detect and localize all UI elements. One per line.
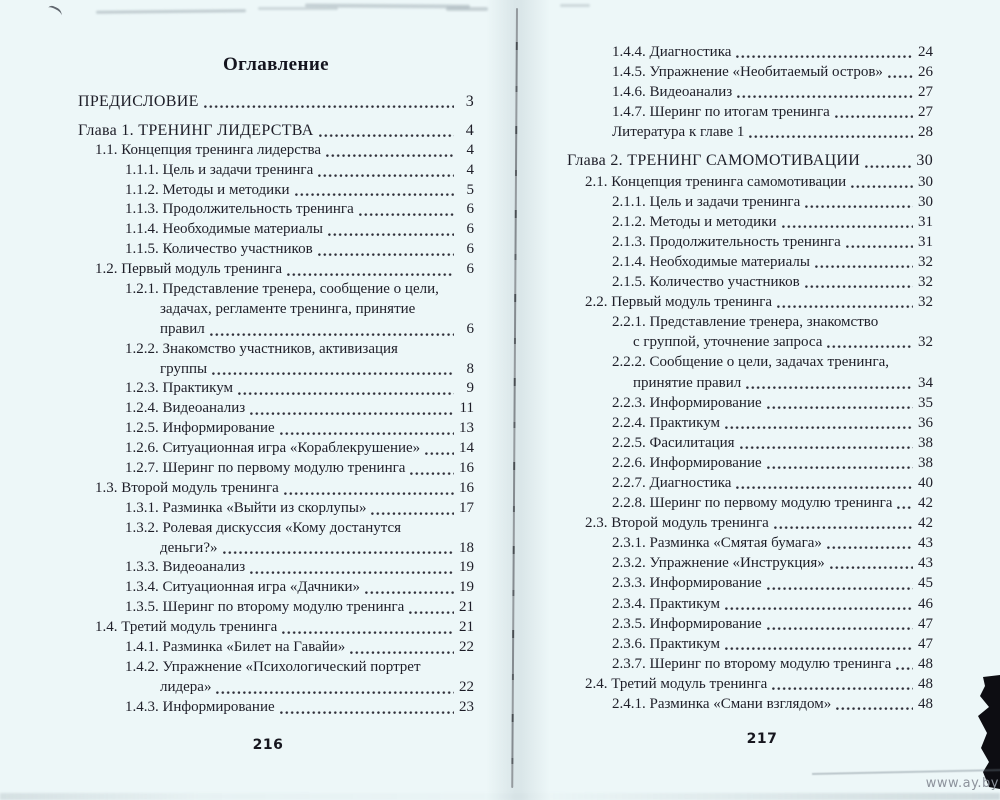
dot-leader xyxy=(223,550,455,555)
pen-mark xyxy=(46,4,64,19)
toc-entry-text: 2.2.4. Практикум xyxy=(612,414,721,431)
dot-leader xyxy=(725,606,913,611)
toc-entry-line xyxy=(567,151,933,171)
toc-entry-text: 1.2.1. Представление тренера, сообщение о цели, xyxy=(125,281,439,298)
toc-entry-line xyxy=(567,232,933,252)
toc-entry-page-number: 46 xyxy=(918,595,933,612)
toc-entry-line xyxy=(567,393,933,413)
toc-entry-line xyxy=(567,292,933,312)
toc-entry-text: Глава 2. ТРЕНИНГ САМОМОТИВАЦИИ xyxy=(567,152,861,170)
dot-leader xyxy=(851,184,913,189)
toc-entry-page-number: 18 xyxy=(459,539,474,556)
toc-entry-text: 1.1.3. Продолжительность тренинга xyxy=(125,201,354,218)
toc-entry-text: 2.2.2. Сообщение о цели, задачах тренинга, xyxy=(612,354,890,371)
toc-entry-text: 2.1.4. Необходимые материалы xyxy=(612,253,810,270)
toc-entry-page-number: 16 xyxy=(459,460,474,477)
toc-entry-page-number: 4 xyxy=(466,161,474,178)
toc-entry-page-number: 3 xyxy=(465,93,474,110)
toc-entry-text: 2.3.7. Шеринг по второму модулю тренинга xyxy=(612,655,892,672)
toc-entry-page-number: 6 xyxy=(466,221,474,238)
toc-entry-line xyxy=(78,578,474,598)
toc-entry-page-number: 13 xyxy=(459,420,474,437)
toc-entry-text: 1.1.5. Количество участников xyxy=(125,241,313,258)
toc-entry-line xyxy=(78,240,474,260)
dot-leader xyxy=(280,431,454,436)
toc-entry-text: 2.4. Третий модуль тренинга xyxy=(585,675,768,692)
toc-entry-text: 2.2.7. Диагностика xyxy=(612,474,732,491)
toc-entry-text: 1.2.3. Практикум xyxy=(125,380,234,397)
toc-entry-text: 2.2. Первый модуль тренинга xyxy=(585,294,773,311)
toc-entry-page-number: 28 xyxy=(918,124,933,141)
dot-leader xyxy=(827,344,913,349)
dot-leader xyxy=(737,94,913,99)
toc-entry-text: 2.2.6. Информирование xyxy=(612,454,762,471)
toc-entry-text: 1.1.1. Цель и задачи тренинга xyxy=(125,161,314,178)
toc-entry-text: 1.4.6. Видеоанализ xyxy=(612,84,733,101)
dot-leader xyxy=(767,626,913,631)
dot-leader xyxy=(827,545,913,550)
toc-entry-text: задачах, регламенте тренинга, принятие xyxy=(160,300,416,317)
toc-entry-text: 2.3.5. Информирование xyxy=(612,615,762,632)
toc-entry-page-number: 48 xyxy=(918,655,933,672)
toc-entry-page-number: 16 xyxy=(459,479,474,496)
toc-entry-text: Глава 1. ТРЕНИНГ ЛИДЕРСТВА xyxy=(78,121,314,139)
dot-leader xyxy=(767,586,913,591)
toc-entry-line xyxy=(567,594,933,614)
scan-smudge xyxy=(446,7,488,11)
dot-leader xyxy=(280,710,454,715)
toc-entry-text: 1.3. Второй модуль тренинга xyxy=(95,479,279,496)
toc-entry-line xyxy=(78,340,474,360)
toc-entry-text: 1.3.1. Разминка «Выйти из скорлупы» xyxy=(125,499,367,516)
dot-leader xyxy=(371,511,454,516)
toc-entry-text: ПРЕДИСЛОВИЕ xyxy=(78,93,199,110)
toc-entry-text: 2.3.1. Разминка «Смятая бумага» xyxy=(612,535,822,552)
toc-entry-page-number: 47 xyxy=(918,635,933,652)
toc-entry-page-number: 9 xyxy=(466,380,474,397)
toc-entry-line xyxy=(567,453,933,473)
toc-entry-line xyxy=(78,459,474,479)
toc-entry-text: 2.1. Концепция тренинга самомотивации xyxy=(585,173,847,190)
toc-entry-line xyxy=(567,373,933,393)
toc-entry-line xyxy=(567,102,933,122)
toc-entry-line xyxy=(567,312,933,332)
toc-entry-text: 2.2.1. Представление тренера, знакомство xyxy=(612,314,879,331)
dot-leader xyxy=(204,104,454,109)
toc-entry-page-number: 31 xyxy=(918,213,933,230)
toc-entry-text: 1.4.1. Разминка «Билет на Гавайи» xyxy=(125,639,346,656)
toc-entry-text: 1.2.6. Ситуационная игра «Кораблекрушение» xyxy=(125,440,421,457)
toc-entry-line xyxy=(78,698,474,718)
toc-entry-line xyxy=(567,553,933,573)
toc-entry-line xyxy=(78,320,474,340)
toc-entry-line xyxy=(567,192,933,212)
toc-entry-text: Литература к главе 1 xyxy=(612,124,745,141)
dot-leader xyxy=(410,471,454,476)
toc-entry-page-number: 6 xyxy=(466,261,474,278)
toc-entry-line xyxy=(78,539,474,559)
dot-leader xyxy=(282,630,454,635)
toc-entry-line xyxy=(78,141,474,161)
toc-entry-text: 2.3.6. Практикум xyxy=(612,635,721,652)
toc-entry-text: 1.4.3. Информирование xyxy=(125,698,275,715)
toc-entry-text: 2.1.5. Количество участников xyxy=(612,274,800,291)
dot-leader xyxy=(328,232,454,237)
dot-leader xyxy=(749,134,913,139)
toc-entry-line xyxy=(78,658,474,678)
dot-leader xyxy=(287,272,454,277)
toc-entry-line xyxy=(78,499,474,519)
dot-leader xyxy=(746,385,913,390)
toc-page-left xyxy=(78,48,474,718)
dot-leader xyxy=(326,153,454,158)
toc-entry-text: лидера» xyxy=(160,678,212,695)
dot-leader xyxy=(319,133,454,138)
toc-entry-line xyxy=(78,161,474,181)
toc-entry-line xyxy=(567,252,933,272)
toc-entry-line xyxy=(567,62,933,82)
toc-entry-page-number: 11 xyxy=(459,400,474,417)
toc-entry-line xyxy=(567,332,933,352)
toc-entry-line xyxy=(567,513,933,533)
toc-entry-page-number: 42 xyxy=(918,515,933,532)
toc-entry-page-number: 36 xyxy=(918,414,933,431)
toc-entry-line xyxy=(78,519,474,539)
toc-entry-page-number: 48 xyxy=(918,675,933,692)
scan-smudge xyxy=(560,4,590,7)
toc-entry-text: 1.2.7. Шеринг по первому модулю тренинга xyxy=(125,460,406,477)
toc-entry-line xyxy=(78,618,474,638)
toc-page-right xyxy=(567,42,933,714)
toc-entry-text: 1.3.2. Ролевая дискуссия «Кому достанутся xyxy=(125,519,402,536)
toc-entry-line xyxy=(567,634,933,654)
dot-leader xyxy=(736,54,913,59)
dot-leader xyxy=(830,565,913,570)
toc-entry-page-number: 21 xyxy=(459,599,474,616)
dot-leader xyxy=(318,252,454,257)
toc-entry-line xyxy=(78,121,474,141)
toc-entry-page-number: 19 xyxy=(459,579,474,596)
dot-leader xyxy=(896,666,913,671)
toc-entry-text: 2.2.5. Фасилитация xyxy=(612,434,735,451)
toc-entry-line xyxy=(78,638,474,658)
toc-entry-page-number: 17 xyxy=(459,499,474,516)
toc-entry-page-number: 38 xyxy=(918,454,933,471)
toc-entry-text: 1.1.2. Методы и методики xyxy=(125,181,290,198)
toc-entry-line xyxy=(78,399,474,419)
toc-entry-line xyxy=(567,272,933,292)
dot-leader xyxy=(318,173,454,178)
toc-entry-page-number: 32 xyxy=(918,253,933,270)
dot-leader xyxy=(238,391,454,396)
toc-entry-line xyxy=(567,493,933,513)
toc-entry-text: деньги?» xyxy=(160,539,218,556)
dot-leader xyxy=(865,164,913,169)
dot-leader xyxy=(897,505,913,510)
toc-entry-page-number: 48 xyxy=(918,696,933,712)
toc-entry-line xyxy=(78,280,474,300)
toc-entry-line xyxy=(567,172,933,192)
dot-leader xyxy=(295,192,454,197)
dot-leader xyxy=(350,650,454,655)
toc-entry-line xyxy=(567,433,933,453)
toc-entry-text: 2.1.2. Методы и методики xyxy=(612,213,777,230)
toc-entry-text: 1.2. Первый модуль тренинга xyxy=(95,261,283,278)
dot-leader xyxy=(767,405,913,410)
toc-entry-page-number: 40 xyxy=(918,474,933,491)
dot-leader xyxy=(409,610,454,615)
toc-entry-page-number: 8 xyxy=(466,360,474,377)
dot-leader xyxy=(772,686,913,691)
dot-leader xyxy=(725,425,913,430)
toc-entry-page-number: 30 xyxy=(916,152,933,170)
toc-entry-page-number: 30 xyxy=(918,193,933,210)
toc-entry-page-number: 35 xyxy=(918,394,933,411)
page-number-left: 216 xyxy=(252,737,284,753)
toc-entry-text: 1.2.4. Видеоанализ xyxy=(125,400,246,417)
toc-entry-line xyxy=(78,300,474,320)
toc-entry-text: 1.3.5. Шеринг по второму модулю тренинга xyxy=(125,599,405,616)
toc-entry-page-number: 43 xyxy=(918,535,933,552)
toc-entry-text: 2.3.2. Упражнение «Инструкция» xyxy=(612,555,825,572)
toc-entry-text: 1.4.5. Упражнение «Необитаемый остров» xyxy=(612,64,883,81)
toc-entry-line xyxy=(567,473,933,493)
toc-entry-text: группы xyxy=(160,360,208,377)
toc-entry-page-number: 27 xyxy=(918,104,933,121)
scan-edge-streak xyxy=(0,793,1000,800)
watermark-text: www.ay.by xyxy=(925,776,999,791)
dot-leader xyxy=(767,465,913,470)
toc-entry-line xyxy=(567,212,933,232)
toc-entry-text: 1.4.7. Шеринг по итогам тренинга xyxy=(612,104,830,121)
toc-entry-line xyxy=(567,82,933,102)
dot-leader xyxy=(805,284,913,289)
dot-leader xyxy=(210,332,454,337)
toc-entry-line xyxy=(78,558,474,578)
toc-entry-page-number: 26 xyxy=(918,64,933,81)
dot-leader xyxy=(212,371,454,376)
toc-entry-page-number: 34 xyxy=(918,374,933,391)
dot-leader xyxy=(725,646,913,651)
toc-entry-line xyxy=(567,413,933,433)
dot-leader xyxy=(777,304,913,309)
page-number-right: 217 xyxy=(746,731,778,747)
dot-leader xyxy=(425,451,454,456)
toc-entry-text: 1.4.4. Диагностика xyxy=(612,44,732,60)
toc-entry-line xyxy=(567,573,933,593)
toc-entry-line xyxy=(78,92,474,112)
toc-list-left xyxy=(78,92,474,718)
toc-title: Оглавление xyxy=(222,54,330,75)
toc-entry-page-number: 24 xyxy=(918,44,933,60)
toc-entry-text: 1.2.5. Информирование xyxy=(125,420,275,437)
toc-entry-text: 2.2.3. Информирование xyxy=(612,394,762,411)
dot-leader xyxy=(359,212,454,217)
toc-entry-text: принятие правил xyxy=(633,374,742,391)
toc-entry-text: 1.1. Концепция тренинга лидерства xyxy=(95,141,322,158)
dot-leader xyxy=(782,224,913,229)
toc-entry-text: 1.2.2. Знакомство участников, активизация xyxy=(125,340,398,357)
toc-entry-text: 2.1.3. Продолжительность тренинга xyxy=(612,233,841,250)
toc-entry-page-number: 22 xyxy=(459,678,474,695)
toc-entry-page-number: 38 xyxy=(918,434,933,451)
dot-leader xyxy=(888,74,913,79)
toc-entry-page-number: 4 xyxy=(466,141,474,158)
page-gutter-shadow xyxy=(486,0,550,800)
toc-entry-line xyxy=(567,42,933,62)
toc-entry-line xyxy=(78,220,474,240)
toc-entry-text: 1.3.4. Ситуационная игра «Дачники» xyxy=(125,579,361,596)
toc-entry-page-number: 22 xyxy=(459,639,474,656)
toc-entry-page-number: 6 xyxy=(466,201,474,218)
toc-entry-line xyxy=(78,200,474,220)
toc-entry-text: 1.3.3. Видеоанализ xyxy=(125,559,246,576)
toc-entry-line xyxy=(567,654,933,674)
toc-entry-page-number: 14 xyxy=(459,440,474,457)
toc-entry-line xyxy=(567,694,933,714)
toc-entry-text: правил xyxy=(160,320,205,337)
toc-entry-line xyxy=(567,352,933,372)
toc-entry-line xyxy=(567,122,933,142)
toc-entry-page-number: 45 xyxy=(918,575,933,592)
toc-entry-page-number: 32 xyxy=(918,294,933,311)
toc-entry-page-number: 43 xyxy=(918,555,933,572)
toc-entry-line xyxy=(567,533,933,553)
toc-entry-page-number: 47 xyxy=(918,615,933,632)
toc-entry-page-number: 32 xyxy=(918,274,933,291)
toc-entry-text: 1.4.2. Упражнение «Психологический портрет xyxy=(125,658,421,675)
dot-leader xyxy=(250,570,454,575)
dot-leader xyxy=(250,411,454,416)
toc-entry-text: 1.1.4. Необходимые материалы xyxy=(125,221,323,238)
toc-entry-line xyxy=(78,479,474,499)
toc-entry-page-number: 21 xyxy=(459,619,474,636)
toc-entry-page-number: 19 xyxy=(459,559,474,576)
toc-entry-text: 2.3. Второй модуль тренинга xyxy=(585,515,769,532)
toc-entry-page-number: 5 xyxy=(466,181,474,198)
toc-entry-text: с группой, уточнение запроса xyxy=(633,334,823,351)
dot-leader xyxy=(736,485,913,490)
dot-leader xyxy=(216,690,454,695)
toc-entry-page-number: 32 xyxy=(918,334,933,351)
toc-entry-line xyxy=(567,674,933,694)
dot-leader xyxy=(846,244,913,249)
toc-entry-page-number: 23 xyxy=(459,698,474,715)
dot-leader xyxy=(284,491,454,496)
dot-leader xyxy=(365,590,454,595)
toc-entry-text: 2.3.3. Информирование xyxy=(612,575,762,592)
toc-entry-page-number: 4 xyxy=(465,121,474,139)
toc-entry-line xyxy=(567,614,933,634)
toc-entry-text: 1.4. Третий модуль тренинга xyxy=(95,619,278,636)
toc-entry-page-number: 42 xyxy=(918,495,933,512)
toc-entry-line xyxy=(78,598,474,618)
dot-leader xyxy=(815,264,913,269)
toc-entry-text: 2.3.4. Практикум xyxy=(612,595,721,612)
dot-leader xyxy=(836,706,913,711)
dot-leader xyxy=(740,445,913,450)
toc-entry-line xyxy=(78,439,474,459)
toc-entry-page-number: 30 xyxy=(918,173,933,190)
dot-leader xyxy=(805,204,913,209)
toc-entry-line xyxy=(78,181,474,201)
toc-list-right xyxy=(567,42,933,714)
toc-entry-text: 2.2.8. Шеринг по первому модулю тренинга xyxy=(612,495,893,512)
toc-entry-page-number: 27 xyxy=(918,84,933,101)
toc-entry-line xyxy=(78,678,474,698)
toc-entry-page-number: 6 xyxy=(466,241,474,258)
toc-entry-page-number: 31 xyxy=(918,233,933,250)
toc-entry-line xyxy=(78,260,474,280)
scan-smudge xyxy=(96,9,246,14)
toc-entry-line xyxy=(78,419,474,439)
dot-leader xyxy=(835,114,913,119)
dot-leader xyxy=(774,525,913,530)
toc-entry-line xyxy=(78,379,474,399)
toc-entry-text: 2.4.1. Разминка «Смани взглядом» xyxy=(612,696,832,712)
toc-entry-page-number: 6 xyxy=(466,320,474,337)
toc-entry-line xyxy=(78,360,474,380)
toc-entry-text: 2.1.1. Цель и задачи тренинга xyxy=(612,193,801,210)
